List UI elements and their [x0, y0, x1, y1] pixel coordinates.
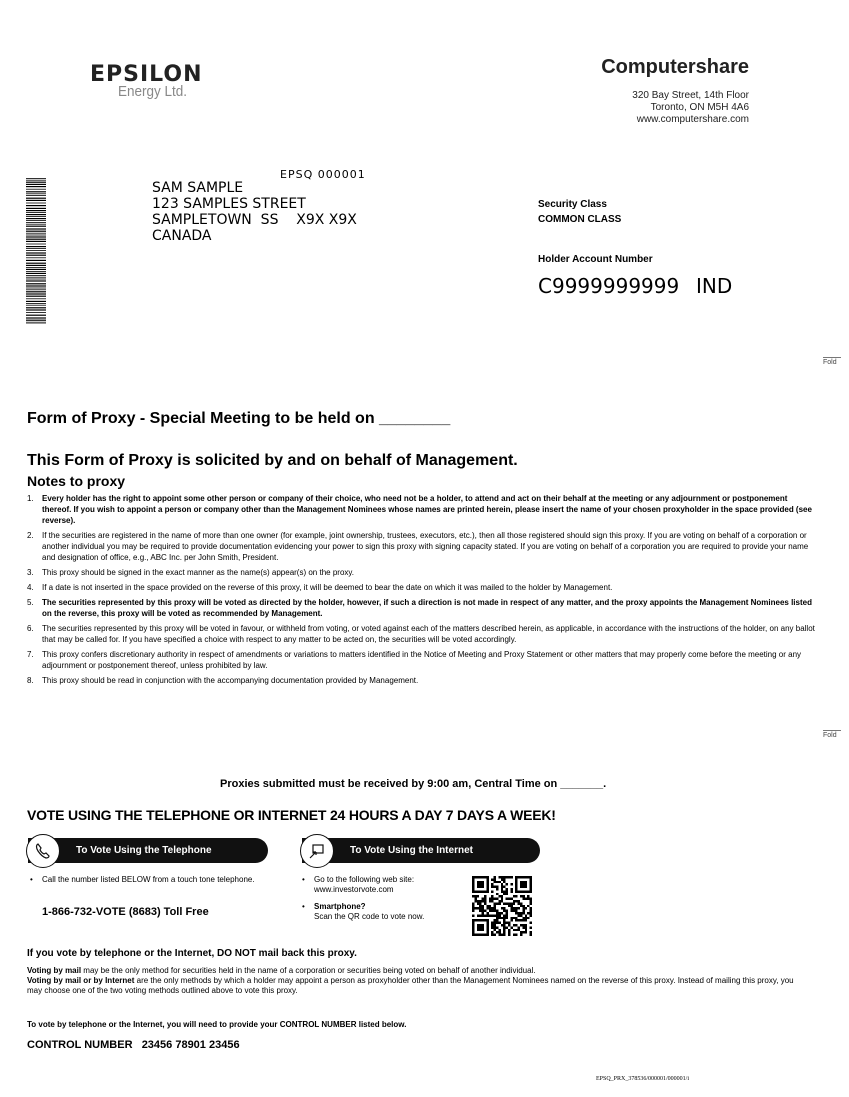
deadline-notice: Proxies submitted must be received by 9:00 am, Central Time on _______. — [220, 778, 607, 790]
note-number: 4. — [27, 583, 34, 592]
holder-account-label: Holder Account Number — [538, 254, 653, 265]
security-class-value: COMMON CLASS — [538, 214, 622, 225]
note-number: 8. — [27, 676, 34, 685]
security-class-label: Security Class — [538, 199, 607, 210]
computer-click-icon — [300, 834, 334, 868]
form-title: Form of Proxy - Special Meeting to be held on ________ — [27, 410, 451, 427]
internet-vote-banner: To Vote Using the Internet — [302, 838, 540, 863]
note-number: 2. — [27, 531, 34, 540]
mailing-address-line: CANADA — [152, 228, 212, 244]
note-text: This proxy should be signed in the exact manner as the name(s) appear(s) on the proxy. — [42, 568, 355, 577]
note-item — [27, 649, 817, 671]
no-mail-notice: If you vote by telephone or the Internet, DO NOT mail back this proxy. — [27, 948, 357, 959]
control-number — [27, 1039, 240, 1051]
by-mail-internet-text: are the only methods by which a holder may appoint a person as proxyholder other than the Management Nominees named on the reverse of this proxy. Instead of mailing this proxy, you may choose one of the two voting methods outlined above to vote this proxy. — [27, 976, 794, 995]
computershare-address — [632, 90, 749, 126]
mailing-address-line: SAMPLETOWN SS X9X X9X — [152, 212, 357, 228]
control-number-note: To vote by telephone or the Internet, you will need to provide your CONTROL NUMBER listed below. — [27, 1020, 407, 1029]
telephone-number: 1-866-732-VOTE (8683) Toll Free — [42, 906, 209, 918]
solicitation-heading: This Form of Proxy is solicited by and on behalf of Management. — [27, 452, 518, 469]
note-number: 5. — [27, 598, 34, 607]
note-number: 1. — [27, 494, 34, 503]
qr-code[interactable] — [472, 876, 532, 936]
by-mail-bold: Voting by mail — [27, 966, 82, 975]
control-number-value: 23456 78901 23456 — [141, 1039, 240, 1051]
note-text: The securities represented by this proxy will be voted in favour, or withheld from voting, or voted against each of the matters described herein, as applicable, in accordance with the instructions of the holder, on any ballot that may be called for. If you have specified a choice with respect to any matter to be acted on, the securities will be voted accordingly. — [42, 624, 815, 644]
fold-mark: Fold — [823, 730, 841, 739]
smartphone-text: Scan the QR code to vote now. — [314, 912, 425, 921]
note-text: The securities represented by this proxy will be voted as directed by the holder, however, if such a direction is not made in respect of any matter, and the proxy appoints the Management Nominees listed on the reverse, this proxy will be voted as recommended by Management. — [42, 598, 812, 618]
address-line: www.computershare.com — [636, 114, 749, 125]
note-text: This proxy confers discretionary authority in respect of amendments or variations to matters identified in the Notice of Meeting and Proxy Statement or other matters that may properly come before the meeting or any adjournment or postponement thereof, unless prohibited by law. — [42, 650, 802, 670]
vote-heading: VOTE USING THE TELEPHONE OR INTERNET 24 HOURS A DAY 7 DAYS A WEEK! — [27, 807, 556, 823]
note-item — [27, 530, 817, 563]
note-number: 7. — [27, 650, 34, 659]
note-item — [27, 597, 817, 619]
voting-by-mail-text — [27, 966, 807, 996]
mailing-address-line: 123 SAMPLES STREET — [152, 196, 306, 212]
by-mail-text: may be the only method for securities held in the name of a corporation or securities being voted on behalf of another individual. — [81, 966, 536, 975]
note-text: If a date is not inserted in the space provided on the reverse of this proxy, it will be deemed to bear the date on which it was mailed to the holder by Management. — [42, 583, 613, 592]
epsilon-logo-name: EPSILON — [90, 62, 203, 87]
smartphone-title: Smartphone? — [314, 902, 366, 911]
address-line: 320 Bay Street, 14th Floor — [632, 90, 749, 101]
notes-heading: Notes to proxy — [27, 473, 126, 489]
mailing-address — [152, 180, 357, 244]
address-line: Toronto, ON M5H 4A6 — [650, 102, 749, 113]
internet-instruction: • Go to the following web site: www.investorvote.com — [302, 875, 462, 895]
fold-mark: Fold — [823, 357, 841, 366]
internet-instruction-text: Go to the following web site: www.investorvote.com — [314, 875, 415, 894]
telephone-icon — [26, 834, 60, 868]
mailing-address-line: SAM SAMPLE — [152, 180, 244, 196]
telephone-instruction: • Call the number listed BELOW from a touch tone telephone. — [30, 875, 255, 884]
note-text: If the securities are registered in the name of more than one owner (for example, joint ownership, trustees, executors, etc.), then all those registered should sign this proxy. If you are voting on behalf of a corporation or another individual you may be required to provide documentation evidencing your power to sign this proxy with signing capacity stated. If you are voting on behalf of a corporation you are required to provide your name and designation of office, e.g., ABC Inc. per John Smith, President. — [42, 531, 809, 562]
note-item — [27, 567, 817, 578]
holder-account-number: C9999999999 — [538, 274, 680, 298]
notes-list — [27, 493, 817, 690]
footer-code: EPSQ_PRX_378536/000001/000001/i — [596, 1076, 690, 1082]
note-number: 3. — [27, 568, 34, 577]
epsilon-logo-sub: Energy Ltd. — [118, 83, 188, 100]
postal-barcode — [26, 178, 46, 324]
holder-account-type: IND — [696, 274, 733, 298]
note-text: This proxy should be read in conjunction with the accompanying documentation provided by Management. — [42, 676, 419, 685]
control-number-label: CONTROL NUMBER — [27, 1039, 133, 1051]
telephone-vote-banner: To Vote Using the Telephone — [28, 838, 268, 863]
computershare-logo: Computershare — [601, 56, 749, 78]
telephone-instruction-text: Call the number listed BELOW from a touch tone telephone. — [42, 875, 255, 884]
note-item — [27, 623, 817, 645]
by-mail-internet-bold: Voting by mail or by Internet — [27, 976, 135, 985]
epsq-code: EPSQ 000001 — [280, 168, 366, 181]
note-number: 6. — [27, 624, 34, 633]
note-item — [27, 582, 817, 593]
epsilon-logo — [90, 62, 203, 100]
smartphone-instruction: • Smartphone? Scan the QR code to vote now. — [302, 902, 425, 921]
note-text: Every holder has the right to appoint some other person or company of their choice, who need not be a holder, to attend and act on their behalf at the meeting or any adjournment or postponement thereof. If you wish to appoint a person or company other than the Management Nominees whose names are printed herein, please insert the name of your chosen proxyholder in the space provided (see reverse). — [42, 494, 812, 525]
note-item — [27, 675, 817, 686]
note-item — [27, 493, 817, 526]
